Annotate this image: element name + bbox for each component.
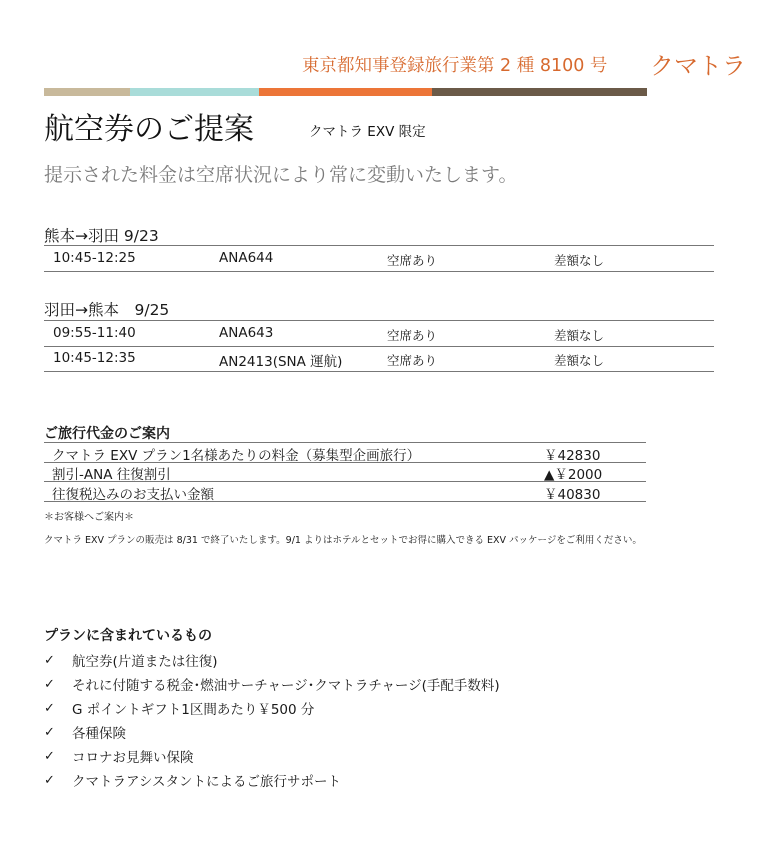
route-title: 熊本→羽田 9/23 [44,227,159,245]
flight-row [44,346,714,372]
flight-time: 09:55-11:40 [53,325,136,341]
list-item [44,720,500,744]
price-difference: 差額なし [554,253,605,268]
list-item [44,648,500,672]
check-icon: ✓ [44,748,55,764]
seat-status: 空席あり [387,353,438,368]
included-list [44,648,500,792]
color-bar-segment [432,88,647,96]
customer-note-heading: ＊お客様へご案内＊ [44,512,134,523]
color-bar-segment [130,88,259,96]
fee-label: 割引-ANA 往復割引 [52,467,171,483]
list-item [44,696,500,720]
route-title: 羽田→熊本 9/25 [44,301,170,319]
price-difference: 差額なし [554,328,605,343]
color-bar-segment [259,88,432,96]
brand-logo: クマトラ [650,52,746,80]
seat-status: 空席あり [387,253,438,268]
price-difference: 差額なし [554,353,605,368]
list-item [44,744,500,768]
list-item [44,768,500,792]
flight-time: 10:45-12:25 [53,250,136,266]
included-heading: プランに含まれているもの [44,628,212,644]
flight-time: 10:45-12:35 [53,350,136,366]
check-icon: ✓ [44,676,55,692]
fee-amount: ▲￥2000 [544,467,603,483]
flight-number: AN2413(SNA 運航) [219,354,343,370]
check-icon: ✓ [44,724,55,740]
included-item: 各種保険 [72,726,126,742]
flight-row [44,320,714,347]
included-item: 航空券(片道または往復) [72,654,218,670]
fee-label: クマトラ EXV プラン1名様あたりの料金（募集型企画旅行） [52,448,421,464]
check-icon: ✓ [44,652,55,668]
page-subtitle: クマトラ EXV 限定 [309,124,426,140]
fee-row [44,442,646,463]
check-icon: ✓ [44,772,55,788]
flight-number: ANA643 [219,325,274,341]
included-item: G ポイントギフト1区間あたり￥500 分 [72,702,315,718]
fee-amount: ￥42830 [544,448,601,464]
flight-row [44,245,714,272]
fee-heading: ご旅行代金のご案内 [44,426,170,442]
customer-note-body: クマトラ EXV プランの販売は 8/31 で終了いたします。9/1 よりはホテルとセットでお得に購入できる EXV パッケージをご利用ください。 [44,535,642,546]
flight-number: ANA644 [219,250,274,266]
fee-label: 往復税込みのお支払い金額 [52,487,214,503]
license-number: 東京都知事登録旅行業第 2 種 8100 号 [302,56,608,76]
included-item: それに付随する税金･燃油サーチャージ･クマトラチャージ(手配手数料) [72,678,500,694]
fee-row [44,482,646,502]
fee-amount: ￥40830 [544,487,601,503]
list-item [44,672,500,696]
included-item: クマトラアシスタントによるご旅行サポート [72,774,342,790]
check-icon: ✓ [44,700,55,716]
included-item: コロナお見舞い保険 [72,750,194,766]
color-bar-segment [44,88,130,96]
seat-status: 空席あり [387,328,438,343]
price-notice: 提示された料金は空席状況により常に変動いたします。 [44,164,518,186]
page-title: 航空券のご提案 [44,112,254,147]
color-bar [44,88,647,96]
fee-row [44,462,646,482]
